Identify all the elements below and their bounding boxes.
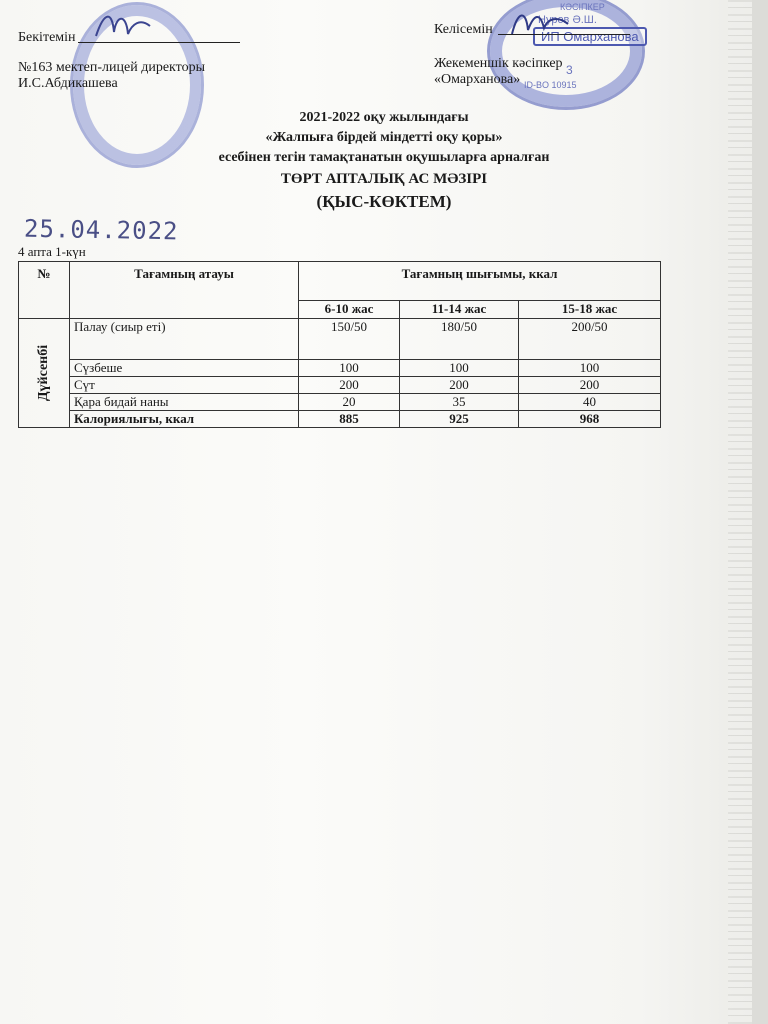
total-value-age-2: 925 [400,411,519,428]
dish-value-age-1: 200 [299,377,400,394]
total-value-age-3: 968 [519,411,661,428]
director-position: №163 мектеп-лицей директоры [18,60,205,75]
menu-table [18,261,661,428]
director-name: И.С.Абдикашева [18,76,118,91]
col-header-age-3: 15-18 жас [519,301,661,319]
dish-value-age-1: 150/50 [299,319,400,360]
handwritten-date: 25.04.2022 [23,214,179,246]
dish-value-age-3: 100 [519,360,661,377]
approve-signature-line [78,42,240,43]
stamp-top-word: КӘСІПКЕР [560,2,605,12]
dish-value-age-2: 200 [400,377,519,394]
stamp-code: ID-BO 10915 [524,80,577,90]
col-header-dish-name: Тағамның атауы [70,262,299,319]
stamp-small-name: Нуров Ә.Ш. [538,14,597,26]
table-row [19,394,661,411]
col-header-number: № [19,262,70,319]
dish-value-age-2: 100 [400,360,519,377]
dish-value-age-1: 100 [299,360,400,377]
dish-value-age-1: 20 [299,394,400,411]
stamp-number: 3 [566,63,573,77]
entrepreneur-position: Жекеменшік кәсіпкер [434,56,563,71]
agree-signature-line [498,34,630,35]
table-row [19,360,661,377]
total-label: Калориялығы, ккал [70,411,299,428]
approve-label: Бекітемін [18,30,76,45]
title-year: 2021-2022 оқу жылындағы [299,110,469,125]
dish-name: Палау (сиыр еті) [70,319,299,360]
week-day-label: 4 апта 1-күн [18,244,86,259]
col-header-age-2: 11-14 жас [400,301,519,319]
dish-name: Қара бидай наны [70,394,299,411]
title-fund: «Жалпыға бірдей міндетті оқу қоры» [265,130,503,145]
director-signature [92,6,156,42]
stamp-name-box: ИП Омарханова [533,27,647,46]
table-header-row [19,262,661,301]
day-name: Дүйсенбі [36,344,51,402]
total-value-age-1: 885 [299,411,400,428]
col-header-age-1: 6-10 жас [299,301,400,319]
title-menu: ТӨРТ АПТАЛЫҚ АС МӘЗІРІ [280,171,488,187]
dish-value-age-2: 180/50 [400,319,519,360]
dish-value-age-3: 200/50 [519,319,661,360]
dish-value-age-3: 200 [519,377,661,394]
table-row [19,319,661,360]
entrepreneur-name: «Омарханова» [434,72,521,87]
title-purpose: есебінен тегін тамақтанатын оқушыларға арналған [218,150,550,165]
day-cell [19,319,70,428]
agree-label: Келісемін [434,22,493,37]
dish-name: Сүт [70,377,299,394]
dish-value-age-2: 35 [400,394,519,411]
title-season: (ҚЫС-КӨКТЕМ) [316,192,452,211]
dish-name: Сүзбеше [70,360,299,377]
table-row [19,377,661,394]
table-total-row [19,411,661,428]
dish-value-age-3: 40 [519,394,661,411]
col-header-yield: Тағамның шығымы, ккал [299,262,661,301]
